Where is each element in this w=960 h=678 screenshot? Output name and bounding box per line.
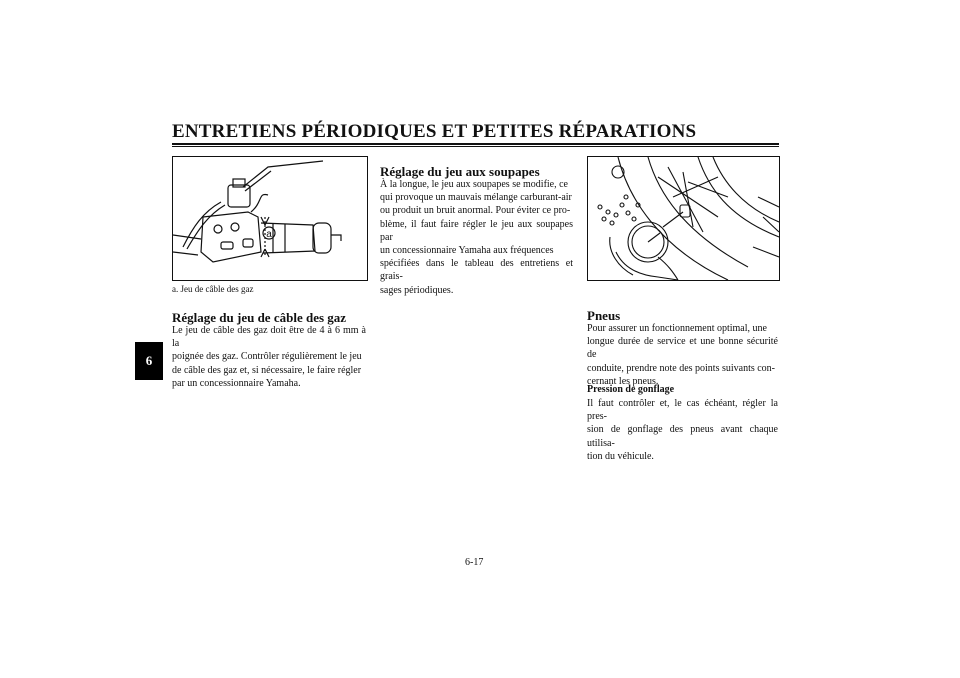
throttle-line: par un concessionnaire Yamaha. bbox=[172, 377, 301, 389]
page-number: 6-17 bbox=[465, 557, 484, 568]
tires-line: longue durée de service et une bonne sécurité de bbox=[587, 336, 778, 361]
tire-gauge-figure bbox=[587, 156, 780, 281]
header-rule bbox=[172, 143, 779, 145]
tires-section-title: Pneus bbox=[587, 308, 621, 323]
header-rule-thin bbox=[172, 146, 779, 147]
page-header-title: ENTRETIENS PÉRIODIQUES ET PETITES RÉPARATIONS bbox=[172, 121, 697, 142]
valves-line: spécifiées dans le tableau des entretiens et grais- bbox=[380, 258, 573, 283]
valves-line: ou produit un bruit anormal. Pour éviter ce pro- bbox=[380, 205, 571, 217]
tires-section-body bbox=[587, 322, 778, 388]
throttle-section-title: Réglage du jeu de câble des gaz bbox=[172, 310, 347, 325]
throttle-section-body bbox=[172, 324, 366, 390]
chapter-tab-label: 6 bbox=[145, 353, 153, 368]
figure1-callout-label: a bbox=[266, 229, 272, 240]
throttle-line: Le jeu de câble des gaz doit être de 4 à 6 mm à la bbox=[172, 325, 366, 350]
valves-section-body bbox=[380, 178, 573, 297]
figure1-caption: a. Jeu de câble des gaz bbox=[172, 284, 254, 294]
valves-line: sages périodiques. bbox=[380, 284, 454, 296]
tire-pressure-subtitle: Pression de gonflage bbox=[587, 384, 675, 395]
tire-pressure-line: Il faut contrôler et, le cas échéant, régler la pres- bbox=[587, 398, 778, 423]
tire-pressure-line: tion du véhicule. bbox=[587, 450, 654, 462]
valves-line: qui provoque un mauvais mélange carburant-air bbox=[380, 192, 572, 204]
valves-line: À la longue, le jeu aux soupapes se modifie, ce bbox=[380, 179, 568, 190]
valves-line: un concessionnaire Yamaha aux fréquences bbox=[380, 245, 554, 257]
tire-gauge-illustration bbox=[588, 157, 779, 280]
valves-line: blème, il faut faire régler le jeu aux soupapes par bbox=[380, 218, 573, 243]
valves-section-title: Réglage du jeu aux soupapes bbox=[380, 164, 540, 179]
throttle-grip-illustration bbox=[173, 157, 367, 280]
tires-line: conduite, prendre note des points suivants con- bbox=[587, 362, 776, 374]
throttle-line: de câble des gaz et, si nécessaire, le faire régler bbox=[172, 364, 362, 376]
tires-line: Pour assurer un fonctionnement optimal, une bbox=[587, 323, 767, 334]
tire-pressure-body bbox=[587, 397, 778, 463]
tire-pressure-line: sion de gonflage des pneus avant chaque utilisa- bbox=[587, 424, 778, 449]
throttle-line: poignée des gaz. Contrôler régulièrement le jeu bbox=[172, 351, 362, 363]
tires-line: cernant les pneus. bbox=[587, 375, 659, 387]
throttle-cable-figure bbox=[172, 156, 368, 281]
